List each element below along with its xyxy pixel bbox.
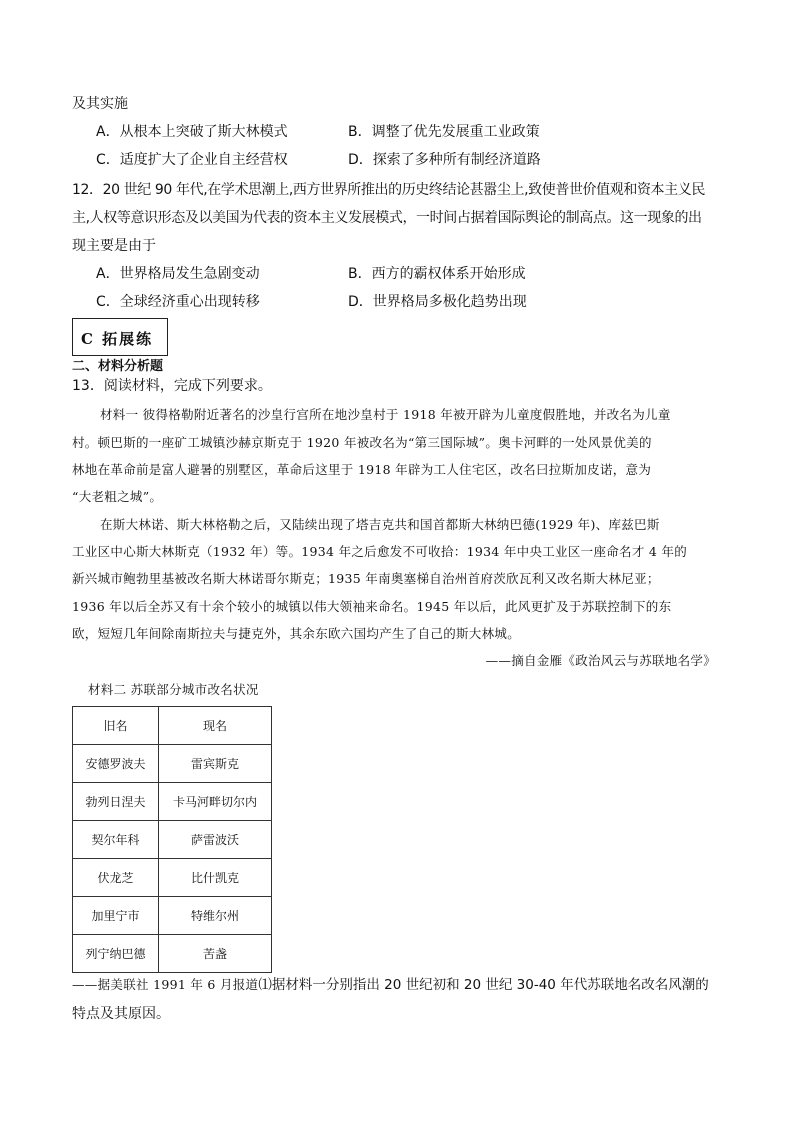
q12-option-b[interactable]: B．西方的霸权体系开始形成 xyxy=(348,266,526,282)
table-header-row xyxy=(73,707,272,745)
material1-line-4: “大老粗之城”。 xyxy=(72,489,163,504)
table-cell-new-name: 苦盏 xyxy=(159,935,272,973)
table-cell-new-name: 特维尔州 xyxy=(159,897,272,935)
material2-title: 材料二 苏联部分城市改名状况 xyxy=(88,682,259,697)
q12-stem-line-1: 12．20 世纪 90 年代,在学术思潮上,西方世界所推出的历史终结论甚嚣尘上,致使普世价值观和资本主义民 xyxy=(72,182,705,198)
table-cell-new-name: 萨雷波沃 xyxy=(159,821,272,859)
table-cell-new-name: 雷宾斯克 xyxy=(159,745,272,783)
table-header-new-name: 现名 xyxy=(159,707,272,745)
q11-stem-tail: 及其实施 xyxy=(72,96,128,112)
material2-source: ——据美联社 1991 年 6 月报道 xyxy=(72,977,259,992)
q13-sub1-line-1: ⑴据材料一分别指出 20 世纪初和 20 世纪 30-40 年代苏联地名改名风潮的 xyxy=(258,977,709,993)
table-cell-old-name: 列宁纳巴德 xyxy=(73,935,159,973)
q11-option-b[interactable]: B．调整了优先发展重工业政策 xyxy=(348,124,540,140)
q12-option-d[interactable]: D．世界格局多极化趋势出现 xyxy=(348,294,527,310)
table-cell-old-name: 勃列日涅夫 xyxy=(73,783,159,821)
table-row xyxy=(73,783,272,821)
q13-prompt: 13．阅读材料，完成下列要求。 xyxy=(72,378,272,394)
material1-line-1: 材料一 彼得格勒附近著名的沙皇行宫所在地沙皇村于 1918 年被开辟为儿童度假胜地，并改名为儿童 xyxy=(100,407,671,422)
table-row xyxy=(73,821,272,859)
q12-stem-line-3: 现主要是由于 xyxy=(72,238,156,254)
material1-line-9: 欧，短短几年间除南斯拉夫与捷克外，其余东欧六国均产生了自己的斯大林城。 xyxy=(72,626,521,641)
material1-line-5: 在斯大林诺、斯大林格勒之后，又陆续出现了塔吉克共和国首都斯大林纳巴德(1929 年)、库兹巴斯 xyxy=(100,517,660,532)
q13-sub1-line-2: 特点及其原因。 xyxy=(72,1006,170,1022)
material1-line-2: 村。顿巴斯的一座矿工城镇沙赫京斯克于 1920 年被改名为“第三国际城”。奥卡河畔的一处风景优美的 xyxy=(72,435,652,450)
section-title: 二、材料分析题 xyxy=(72,359,164,374)
section-badge-label: C 拓展练 xyxy=(81,330,154,348)
material1-source: ——摘自金雁《政治风云与苏联地名学》 xyxy=(485,653,716,668)
q11-option-c[interactable]: C．适度扩大了企业自主经营权 xyxy=(96,152,288,168)
section-badge xyxy=(72,318,168,356)
q12-option-c[interactable]: C．全球经济重心出现转移 xyxy=(96,294,260,310)
material1-line-7: 新兴城市鲍勃里基被改名斯大林诺哥尔斯克；1935 年南奥塞梯自治州首府茨欣瓦利又改名斯大林尼亚； xyxy=(72,571,660,586)
table-cell-old-name: 伏龙芝 xyxy=(73,859,159,897)
material1-line-3: 林地在革命前是富人避暑的别墅区，革命后这里于 1918 年辟为工人住宅区，改名曰拉斯加皮诺，意为 xyxy=(72,462,652,477)
q11-option-a[interactable]: A．从根本上突破了斯大林模式 xyxy=(96,124,288,140)
material2-and-question-1 xyxy=(72,975,709,996)
q12-option-a[interactable]: A．世界格局发生急剧变动 xyxy=(96,266,260,282)
q12-stem-line-2: 主,人权等意识形态及以美国为代表的资本主义发展模式，一时间占据着国际舆论的制高点。这一现象的出 xyxy=(72,210,702,226)
q11-option-d[interactable]: D．探索了多种所有制经济道路 xyxy=(348,152,541,168)
table-cell-old-name: 加里宁市 xyxy=(73,897,159,935)
city-rename-table xyxy=(72,706,272,973)
material1-line-8: 1936 年以后全苏又有十余个较小的城镇以伟大领袖来命名。1945 年以后，此风更扩及于苏联控制下的东 xyxy=(72,599,672,614)
table-row xyxy=(73,897,272,935)
table-cell-new-name: 卡马河畔切尔内 xyxy=(159,783,272,821)
table-cell-new-name: 比什凯克 xyxy=(159,859,272,897)
table-row xyxy=(73,745,272,783)
table-header-old-name: 旧名 xyxy=(73,707,159,745)
table-cell-old-name: 安德罗波夫 xyxy=(73,745,159,783)
table-row xyxy=(73,935,272,973)
material1-line-6: 工业区中心斯大林斯克（1932 年）等。1934 年之后愈发不可收拾：1934 年中央工业区一座命名才 4 年的 xyxy=(72,544,688,559)
table-row xyxy=(73,859,272,897)
table-cell-old-name: 契尔年科 xyxy=(73,821,159,859)
